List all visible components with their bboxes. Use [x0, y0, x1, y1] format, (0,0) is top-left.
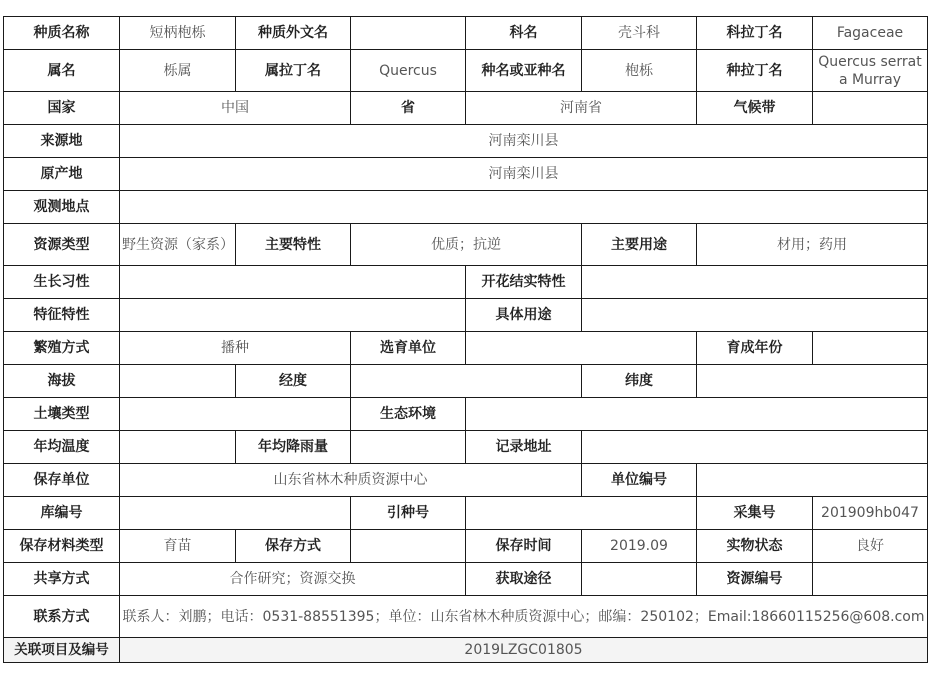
breeding-year-label: 育成年份 — [697, 332, 813, 365]
ecology-label: 生态环境 — [351, 398, 466, 431]
storage-time-value: 2019.09 — [582, 530, 697, 563]
source-label: 来源地 — [4, 125, 120, 158]
row-keeper — [4, 464, 928, 497]
access-route-label: 获取途径 — [466, 563, 582, 596]
row-altitude — [4, 365, 928, 398]
growth-habit-value — [120, 266, 466, 299]
storage-method-label: 保存方式 — [236, 530, 351, 563]
physical-status-label: 实物状态 — [697, 530, 813, 563]
latitude-value — [697, 365, 928, 398]
germplasm-name-value: 短柄枹栎 — [120, 17, 236, 50]
material-type-value: 育苗 — [120, 530, 236, 563]
row-growth — [4, 266, 928, 299]
origin-label: 原产地 — [4, 158, 120, 191]
latitude-label: 纬度 — [582, 365, 697, 398]
project-label: 关联项目及编号 — [4, 638, 120, 663]
longitude-label: 经度 — [236, 365, 351, 398]
site-value — [120, 191, 928, 224]
site-label: 观测地点 — [4, 191, 120, 224]
family-value: 壳斗科 — [582, 17, 697, 50]
record-address-value — [582, 431, 928, 464]
row-source — [4, 125, 928, 158]
physical-status-value: 良好 — [813, 530, 928, 563]
intro-number-value — [466, 497, 697, 530]
annual-temp-label: 年均温度 — [4, 431, 120, 464]
uses-value: 材用；药用 — [697, 224, 928, 266]
family-latin-value: Fagaceae — [813, 17, 928, 50]
flowering-value — [582, 266, 928, 299]
collect-number-label: 采集号 — [697, 497, 813, 530]
traits-label: 主要特性 — [236, 224, 351, 266]
row-climate-stats — [4, 431, 928, 464]
row-site — [4, 191, 928, 224]
country-label: 国家 — [4, 92, 120, 125]
uses-label: 主要用途 — [582, 224, 697, 266]
genus-value: 栎属 — [120, 50, 236, 92]
breeder-label: 选育单位 — [351, 332, 466, 365]
specific-use-value — [582, 299, 928, 332]
climate-label: 气候带 — [697, 92, 813, 125]
province-label: 省 — [351, 92, 466, 125]
storage-time-label: 保存时间 — [466, 530, 582, 563]
row-project — [4, 638, 928, 663]
annual-rain-value — [351, 431, 466, 464]
altitude-value — [120, 365, 236, 398]
traits-value: 优质；抗逆 — [351, 224, 582, 266]
propagation-value: 播种 — [120, 332, 351, 365]
province-value: 河南省 — [466, 92, 697, 125]
row-share — [4, 563, 928, 596]
longitude-value — [351, 365, 582, 398]
unit-number-value — [697, 464, 928, 497]
foreign-name-label: 种质外文名 — [236, 17, 351, 50]
soil-type-value — [120, 398, 351, 431]
source-value: 河南栾川县 — [120, 125, 928, 158]
genus-latin-label: 属拉丁名 — [236, 50, 351, 92]
annual-temp-value — [120, 431, 236, 464]
keeper-label: 保存单位 — [4, 464, 120, 497]
country-value: 中国 — [120, 92, 351, 125]
foreign-name-value — [351, 17, 466, 50]
germplasm-record-table — [3, 16, 928, 663]
intro-number-label: 引种号 — [351, 497, 466, 530]
genus-latin-value: Quercus — [351, 50, 466, 92]
contact-label: 联系方式 — [4, 596, 120, 638]
keeper-value: 山东省林木种质资源中心 — [120, 464, 582, 497]
project-value: 2019LZGC01805 — [120, 638, 928, 663]
features-value — [120, 299, 466, 332]
propagation-label: 繁殖方式 — [4, 332, 120, 365]
climate-value — [813, 92, 928, 125]
unit-number-label: 单位编号 — [582, 464, 697, 497]
storage-method-value — [351, 530, 466, 563]
material-type-label: 保存材料类型 — [4, 530, 120, 563]
ecology-value — [466, 398, 928, 431]
access-route-value — [582, 563, 697, 596]
resource-number-label: 资源编号 — [697, 563, 813, 596]
row-country — [4, 92, 928, 125]
breeder-value — [466, 332, 697, 365]
annual-rain-label: 年均降雨量 — [236, 431, 351, 464]
row-material — [4, 530, 928, 563]
record-address-label: 记录地址 — [466, 431, 582, 464]
flowering-label: 开花结实特性 — [466, 266, 582, 299]
altitude-label: 海拔 — [4, 365, 120, 398]
contact-value: 联系人：刘鹏；电话：0531-88551395；单位：山东省林木种质资源中心；邮编：250102；Email:18660115256@608.com — [120, 596, 928, 638]
breeding-year-value — [813, 332, 928, 365]
row-features — [4, 299, 928, 332]
genus-label: 属名 — [4, 50, 120, 92]
species-latin-label: 种拉丁名 — [697, 50, 813, 92]
bank-number-label: 库编号 — [4, 497, 120, 530]
features-label: 特征特性 — [4, 299, 120, 332]
specific-use-label: 具体用途 — [466, 299, 582, 332]
origin-value: 河南栾川县 — [120, 158, 928, 191]
row-origin — [4, 158, 928, 191]
row-name — [4, 17, 928, 50]
species-label: 种名或亚种名 — [466, 50, 582, 92]
resource-type-label: 资源类型 — [4, 224, 120, 266]
row-soil — [4, 398, 928, 431]
row-contact — [4, 596, 928, 638]
germplasm-name-label: 种质名称 — [4, 17, 120, 50]
soil-type-label: 土壤类型 — [4, 398, 120, 431]
row-bank-number — [4, 497, 928, 530]
species-value: 枹栎 — [582, 50, 697, 92]
resource-number-value — [813, 563, 928, 596]
family-label: 科名 — [466, 17, 582, 50]
growth-habit-label: 生长习性 — [4, 266, 120, 299]
collect-number-value: 201909hb047 — [813, 497, 928, 530]
share-method-label: 共享方式 — [4, 563, 120, 596]
family-latin-label: 科拉丁名 — [697, 17, 813, 50]
share-method-value: 合作研究；资源交换 — [120, 563, 466, 596]
row-resource-type — [4, 224, 928, 266]
row-genus — [4, 50, 928, 92]
row-propagation — [4, 332, 928, 365]
bank-number-value — [120, 497, 351, 530]
resource-type-value: 野生资源（家系） — [120, 224, 236, 266]
species-latin-value: Quercus serrata Murray — [813, 50, 928, 92]
